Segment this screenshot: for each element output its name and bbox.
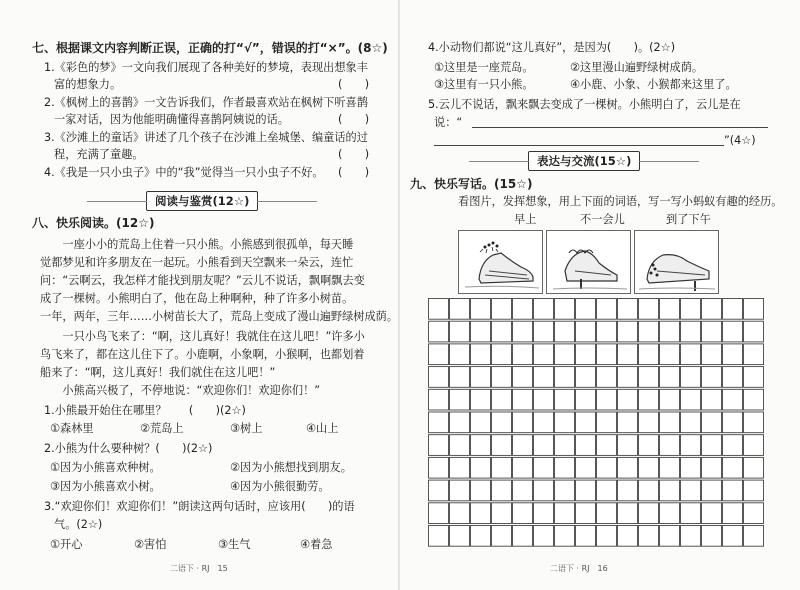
passage-line-7: 鸟飞来了，都在这儿住下了。小鹿啊，小象啊，小猴啊，也都划着: [40, 348, 365, 361]
grid-cell: [450, 344, 470, 365]
grid-cell: [576, 344, 596, 365]
grid-cell: [660, 344, 680, 365]
grid-cell: [513, 412, 533, 433]
q7-item-2-answer[interactable]: ( ): [338, 113, 370, 126]
grid-cell: [639, 480, 659, 501]
grid-cell: [681, 321, 701, 342]
grid-cell: [429, 435, 449, 456]
grid-cell: [429, 389, 449, 410]
grid-cell: [534, 344, 554, 365]
q8-5-answer-line-1[interactable]: [472, 127, 768, 128]
grid-cell: [576, 526, 596, 547]
grid-cell: [639, 321, 659, 342]
reading-section-badge: 阅读与鉴赏(12☆): [146, 191, 258, 211]
grid-cell: [702, 480, 722, 501]
grid-cell: [597, 526, 617, 547]
grid-cell: [639, 389, 659, 410]
writing-grid[interactable]: [428, 298, 764, 548]
grid-cell: [555, 503, 575, 524]
q7-item-4-answer[interactable]: ( ): [338, 166, 370, 179]
grid-cell: [681, 367, 701, 388]
grid-cell: [744, 435, 764, 456]
grid-cell: [681, 412, 701, 433]
grid-cell: [471, 480, 491, 501]
grid-cell: [744, 321, 764, 342]
shoe-ants-illustration-3: [635, 231, 718, 293]
q7-item-2-line1: 2.《枫树上的喜鹊》一文告诉我们，作者最喜欢站在枫树下听喜鹊: [44, 96, 368, 109]
grid-cell: [618, 321, 638, 342]
q8-5-answer-line-2[interactable]: [434, 145, 724, 146]
q8-2-option-3[interactable]: ③因为小熊喜欢小树。: [50, 480, 161, 493]
grid-cell: [744, 457, 764, 478]
q8-4-question: 4.小动物们都说“这儿真好”，是因为( )。(2☆): [428, 41, 676, 54]
grid-cell: [639, 412, 659, 433]
grid-cell: [744, 389, 764, 410]
q8-2-question: 2.小熊为什么要种树？( )(2☆): [44, 442, 213, 455]
grid-cell: [702, 367, 722, 388]
grid-cell: [534, 435, 554, 456]
grid-cell: [555, 412, 575, 433]
grid-cell: [555, 367, 575, 388]
grid-cell: [429, 321, 449, 342]
grid-cell: [450, 389, 470, 410]
right-page: [400, 0, 800, 590]
grid-cell: [702, 412, 722, 433]
grid-cell: [450, 435, 470, 456]
q9-word-2: 不一会儿: [580, 213, 625, 226]
grid-cell: [618, 367, 638, 388]
q8-4-option-4[interactable]: ④小鹿、小象、小猴都来这里了。: [570, 78, 737, 91]
grid-cell: [450, 299, 470, 320]
grid-cell: [744, 412, 764, 433]
grid-cell: [492, 321, 512, 342]
grid-cell: [429, 344, 449, 365]
grid-cell: [450, 412, 470, 433]
grid-cell: [660, 435, 680, 456]
q8-2-option-4[interactable]: ④因为小熊很勤劳。: [230, 480, 330, 493]
grid-cell: [639, 367, 659, 388]
grid-cell: [744, 299, 764, 320]
grid-cell: [429, 526, 449, 547]
grid-cell: [471, 435, 491, 456]
q8-4-option-2[interactable]: ②这里漫山遍野绿树成荫。: [570, 61, 704, 74]
grid-cell: [513, 526, 533, 547]
grid-cell: [450, 457, 470, 478]
grid-cell: [744, 480, 764, 501]
grid-cell: [513, 299, 533, 320]
grid-cell: [597, 503, 617, 524]
grid-cell: [702, 503, 722, 524]
grid-cell: [702, 389, 722, 410]
q7-item-2-line2: 一家对话，因为他能明确懂得喜鹊阿姨说的话。: [54, 113, 289, 126]
picture-afternoon: [634, 230, 719, 294]
grid-cell: [660, 321, 680, 342]
grid-cell: [702, 299, 722, 320]
q8-3-option-1[interactable]: ①开心: [50, 538, 83, 551]
grid-cell: [471, 321, 491, 342]
grid-cell: [723, 389, 743, 410]
grid-cell: [555, 526, 575, 547]
grid-cell: [492, 457, 512, 478]
grid-cell: [639, 299, 659, 320]
grid-cell: [534, 299, 554, 320]
grid-cell: [681, 457, 701, 478]
q8-5-closing: ”(4☆): [724, 134, 756, 147]
grid-cell: [471, 344, 491, 365]
grid-cell: [492, 389, 512, 410]
grid-cell: [744, 526, 764, 547]
grid-cell: [597, 389, 617, 410]
grid-cell: [492, 526, 512, 547]
grid-cell: [492, 503, 512, 524]
q8-4-option-1[interactable]: ①这里是一座荒岛。: [434, 61, 534, 74]
grid-cell: [660, 480, 680, 501]
grid-cell: [555, 389, 575, 410]
grid-cell: [681, 480, 701, 501]
grid-cell: [429, 412, 449, 433]
grid-cell: [450, 526, 470, 547]
grid-cell: [576, 299, 596, 320]
grid-cell: [702, 435, 722, 456]
grid-cell: [555, 321, 575, 342]
q8-5-question-line2: 说：“: [434, 116, 463, 129]
grid-cell: [450, 503, 470, 524]
grid-cell: [723, 367, 743, 388]
q8-1-option-2[interactable]: ②荒岛上: [140, 422, 184, 435]
grid-cell: [513, 457, 533, 478]
shoe-ants-illustration-2: [547, 231, 630, 293]
grid-cell: [471, 299, 491, 320]
grid-cell: [576, 435, 596, 456]
q8-1-option-1[interactable]: ①森林里: [50, 422, 94, 435]
grid-cell: [723, 299, 743, 320]
grid-cell: [534, 367, 554, 388]
q7-item-1-line2: 富的想象力。: [54, 78, 122, 91]
grid-cell: [723, 503, 743, 524]
grid-cell: [492, 435, 512, 456]
grid-cell: [555, 344, 575, 365]
grid-cell: [597, 480, 617, 501]
grid-cell: [681, 389, 701, 410]
grid-cell: [576, 503, 596, 524]
grid-cell: [471, 389, 491, 410]
grid-cell: [429, 503, 449, 524]
q9-title: 九、快乐写话。(15☆): [410, 177, 533, 191]
picture-midday: [546, 230, 631, 294]
grid-cell: [660, 526, 680, 547]
grid-cell: [492, 412, 512, 433]
passage-line-5: 一年，两年，三年……小树苗长大了，荒岛上变成了漫山遍野绿树成荫。: [40, 310, 399, 323]
grid-cell: [639, 435, 659, 456]
grid-cell: [471, 457, 491, 478]
grid-cell: [492, 480, 512, 501]
grid-cell: [576, 412, 596, 433]
grid-cell: [723, 321, 743, 342]
grid-cell: [723, 412, 743, 433]
shoe-ants-illustration-1: [459, 231, 542, 293]
q7-item-3-answer[interactable]: ( ): [338, 148, 370, 161]
grid-cell: [639, 526, 659, 547]
grid-cell: [513, 344, 533, 365]
q8-3-option-3[interactable]: ③生气: [218, 538, 251, 551]
q8-3-question: 3.“欢迎你们！欢迎你们！”朗读这两句话时，应该用( )的语: [44, 500, 355, 513]
grid-cell: [576, 321, 596, 342]
q8-3-option-4[interactable]: ④着急: [300, 538, 333, 551]
grid-cell: [576, 480, 596, 501]
grid-cell: [576, 389, 596, 410]
passage-line-1: 一座小小的荒岛上住着一只小熊。小熊感到很孤单，每天睡: [40, 238, 354, 251]
grid-cell: [450, 480, 470, 501]
grid-cell: [723, 344, 743, 365]
grid-cell: [723, 526, 743, 547]
grid-cell: [429, 299, 449, 320]
grid-cell: [618, 435, 638, 456]
q7-item-3-line1: 3.《沙滩上的童话》讲述了几个孩子在沙滩上垒城堡、编童话的过: [44, 131, 368, 144]
grid-cell: [492, 344, 512, 365]
q8-4-option-3[interactable]: ③这里有一只小熊。: [434, 78, 534, 91]
grid-cell: [660, 367, 680, 388]
q8-5-question: 5.云儿不说话，飘来飘去变成了一棵树。小熊明白了，云儿是在: [428, 98, 741, 111]
q8-1-option-4[interactable]: ④山上: [306, 422, 339, 435]
grid-cell: [639, 457, 659, 478]
grid-cell: [681, 344, 701, 365]
grid-cell: [534, 503, 554, 524]
grid-cell: [597, 367, 617, 388]
grid-cell: [513, 367, 533, 388]
grid-cell: [534, 389, 554, 410]
q8-title: 八、快乐阅读。(12☆): [32, 216, 155, 230]
grid-cell: [618, 299, 638, 320]
grid-cell: [492, 299, 512, 320]
grid-cell: [744, 503, 764, 524]
grid-cell: [618, 389, 638, 410]
q7-item-4-line1: 4.《我是一只小虫子》中的“我”觉得当一只小虫子不好。: [44, 166, 324, 179]
writing-grid-lines: [428, 298, 764, 548]
grid-cell: [597, 321, 617, 342]
picture-morning: [458, 230, 543, 294]
grid-cell: [450, 367, 470, 388]
grid-cell: [450, 321, 470, 342]
grid-cell: [429, 367, 449, 388]
passage-line-8: 船来了：“啊，这儿真好！我们就住在这儿吧！”: [40, 366, 276, 379]
passage-line-2: 觉都梦见和许多朋友在一起玩。小熊看到天空飘来一朵云，连忙: [40, 256, 354, 269]
q9-word-3: 到了下午: [666, 213, 711, 226]
grid-cell: [681, 299, 701, 320]
grid-cell: [513, 389, 533, 410]
grid-cell: [744, 367, 764, 388]
grid-cell: [597, 435, 617, 456]
grid-cell: [618, 526, 638, 547]
grid-cell: [513, 480, 533, 501]
q7-item-3-line2: 程，充满了童趣。: [54, 148, 144, 161]
grid-cell: [597, 344, 617, 365]
passage-line-9: 小熊高兴极了，不停地说：“欢迎你们！欢迎你们！”: [40, 384, 321, 397]
grid-cell: [534, 412, 554, 433]
passage-line-6: 一只小鸟飞来了：“啊，这儿真好！我就住在这儿吧！”许多小: [40, 330, 365, 343]
grid-cell: [702, 457, 722, 478]
grid-cell: [555, 435, 575, 456]
passage-line-4: 成了一棵树。小熊明白了，他在岛上种啊种，种了许多小树苗。: [40, 292, 354, 305]
grid-cell: [702, 321, 722, 342]
grid-cell: [534, 457, 554, 478]
grid-cell: [576, 367, 596, 388]
q8-3-option-2[interactable]: ②害怕: [134, 538, 167, 551]
grid-cell: [723, 435, 743, 456]
q8-2-option-2[interactable]: ②因为小熊想找到朋友。: [230, 461, 352, 474]
grid-cell: [597, 412, 617, 433]
grid-cell: [660, 299, 680, 320]
grid-cell: [660, 389, 680, 410]
q9-word-1: 早上: [514, 213, 537, 226]
page-footer-right: 二语下 · RJ 16: [550, 564, 608, 573]
grid-cell: [555, 457, 575, 478]
grid-cell: [597, 299, 617, 320]
grid-cell: [660, 457, 680, 478]
grid-cell: [660, 412, 680, 433]
grid-cell: [681, 526, 701, 547]
grid-cell: [429, 480, 449, 501]
grid-cell: [534, 526, 554, 547]
grid-cell: [744, 344, 764, 365]
grid-cell: [597, 457, 617, 478]
grid-cell: [723, 480, 743, 501]
grid-cell: [555, 299, 575, 320]
grid-cell: [639, 344, 659, 365]
grid-cell: [702, 344, 722, 365]
grid-cell: [534, 321, 554, 342]
grid-cell: [618, 344, 638, 365]
passage-line-3: 问：“云啊云，我怎样才能找到朋友呢？”云儿不说话，飘啊飘去变: [40, 274, 365, 287]
grid-cell: [618, 412, 638, 433]
grid-cell: [681, 503, 701, 524]
q8-1-option-3[interactable]: ③树上: [230, 422, 263, 435]
q9-instruction: 看图片，发挥想象，用上下面的词语，写一写小蚂蚁有趣的经历。: [458, 195, 783, 208]
grid-cell: [513, 321, 533, 342]
grid-cell: [513, 503, 533, 524]
grid-cell: [618, 503, 638, 524]
expression-section-badge: 表达与交流(15☆): [528, 151, 640, 171]
q7-title: 七、根据课文内容判断正误，正确的打“√”，错误的打“×”。(8☆): [32, 41, 388, 55]
q8-2-option-1[interactable]: ①因为小熊喜欢种树。: [50, 461, 161, 474]
q7-item-1-answer[interactable]: ( ): [338, 78, 370, 91]
grid-cell: [555, 480, 575, 501]
grid-cell: [513, 435, 533, 456]
grid-cell: [702, 526, 722, 547]
grid-cell: [681, 435, 701, 456]
q7-item-1-line1: 1.《彩色的梦》一文向我们展现了各种美好的梦境，表现出想象丰: [44, 61, 368, 74]
grid-cell: [471, 503, 491, 524]
grid-cell: [429, 457, 449, 478]
grid-cell: [618, 480, 638, 501]
page-footer-left: 二语下 · RJ 15: [170, 564, 228, 573]
grid-cell: [639, 503, 659, 524]
grid-cell: [492, 367, 512, 388]
q8-3-question-line2: 气。(2☆): [54, 518, 103, 531]
grid-cell: [471, 367, 491, 388]
q8-1-question: 1.小熊最开始住在哪里？ ( )(2☆): [44, 404, 246, 417]
grid-cell: [534, 480, 554, 501]
grid-cell: [471, 526, 491, 547]
grid-cell: [618, 457, 638, 478]
grid-cell: [576, 457, 596, 478]
grid-cell: [471, 412, 491, 433]
grid-cell: [660, 503, 680, 524]
grid-cell: [723, 457, 743, 478]
